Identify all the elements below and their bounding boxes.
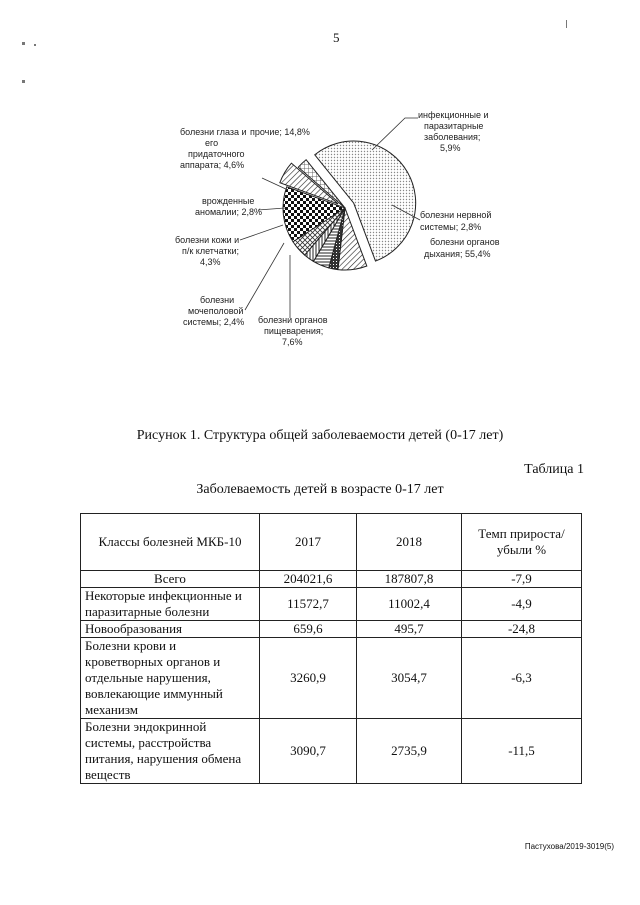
leader-line [240,225,283,240]
morbidity-table [80,513,582,784]
row-2018: 187807,8 [357,571,462,588]
label-digestive: болезни органов пищеварения; 7,6% [258,315,328,347]
table-row [81,571,582,588]
row-name: Некоторые инфекционные и паразитарные болезни [81,588,260,621]
row-2018: 2735,9 [357,719,462,784]
row-2017: 204021,6 [260,571,357,588]
header-2018: 2018 [357,514,462,571]
label-skin: болезни кожи и п/к клетчатки; 4,3% [175,235,240,267]
table-number: Таблица 1 [524,462,584,477]
row-2017: 3260,9 [260,638,357,719]
row-rate: -7,9 [462,571,582,588]
row-2017: 3090,7 [260,719,357,784]
label-respiratory: болезни органов дыхания; 55,4% [424,237,500,259]
table-title: Заболеваемость детей в возрасте 0-17 лет [196,482,444,497]
leader-line [258,208,285,210]
row-rate: -24,8 [462,621,582,638]
row-2017: 659,6 [260,621,357,638]
page-footer: Пастухова/2019-3019(5) [524,842,614,851]
pie-chart-figure [0,0,640,420]
row-name: Всего [81,571,260,588]
row-2018: 11002,4 [357,588,462,621]
label-eye: болезни глаза и его придаточного аппарата; 4,6% [180,127,247,170]
row-name: Новообразования [81,621,260,638]
label-nervous: болезни нервной системы; 2,8% [420,210,492,232]
page-number: 5 [333,30,340,45]
row-2018: 3054,7 [357,638,462,719]
table-row [81,588,582,621]
leader-line [372,118,418,150]
row-name: Болезни крови и кроветворных органов и отдельные нарушения, вовлекающие иммунный механизм [81,638,260,719]
pie-chart [0,0,640,420]
table-row [81,621,582,638]
row-rate: -4,9 [462,588,582,621]
row-rate: -6,3 [462,638,582,719]
leader-line [245,243,284,310]
table-row [81,638,582,719]
row-name: Болезни эндокринной системы, расстройства питания, нарушения обмена веществ [81,719,260,784]
figure-caption: Рисунок 1. Структура общей заболеваемости детей (0-17 лет) [136,428,504,443]
row-2018: 495,7 [357,621,462,638]
header-2017: 2017 [260,514,357,571]
row-rate: -11,5 [462,719,582,784]
table-row [81,719,582,784]
header-rate: Темп прироста/убыли % [462,514,582,571]
pie-slices [280,141,416,270]
table-header-row [81,514,582,571]
label-urogenital: болезни мочеполовой системы; 2,4% [183,295,245,327]
label-infectious: инфекционные и паразитарные заболевания; 5,9% [418,110,489,153]
label-congenital: врожденные аномалии; 2,8% [195,196,262,217]
label-other: прочие; 14,8% [250,127,310,137]
row-2017: 11572,7 [260,588,357,621]
header-class: Классы болезней МКБ-10 [81,514,260,571]
